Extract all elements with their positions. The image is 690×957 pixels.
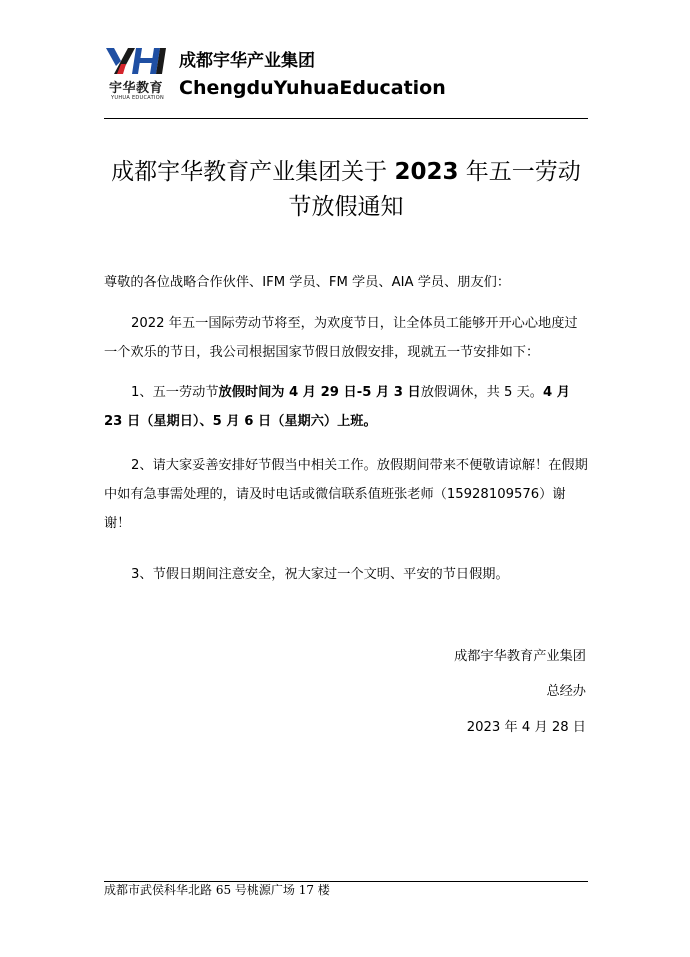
item-2: 2、请大家妥善安排好节假当中相关工作。放假期间带来不便敬请谅解！在假期中如有急事需处理的，请及时电话或微信联系值班张老师（15928109576）谢谢！ — [104, 458, 588, 531]
item1-mid: 放假调休，共 5 天。 — [420, 385, 543, 400]
greeting: 尊敬的各位战略合作伙伴、IFM 学员、FM 学员、AIA 学员、朋友们： — [104, 275, 511, 290]
item-3: 3、节假日期间注意安全，祝大家过一个文明、平安的节日假期。 — [131, 567, 509, 582]
title-part1: 成都宇华教育产业集团关于 — [111, 159, 395, 185]
item1-dates: 放假时间为 4 月 29 日-5 月 3 日 — [218, 385, 421, 400]
signature-date: 2023 年 4 月 28 日 — [466, 720, 586, 735]
letterhead — [104, 44, 588, 120]
logo-text-en: YUHUA EDUCATION — [111, 95, 165, 101]
signature-org: 成都宇华教育产业集团 — [454, 649, 586, 664]
yuhua-logo — [104, 44, 168, 104]
footer-address: 成都市武侯科华北路 65 号桃源广场 17 楼 — [104, 883, 330, 897]
header-divider — [104, 118, 588, 119]
item-1 — [104, 378, 588, 436]
notice-title — [104, 155, 588, 225]
item1-prefix: 1、五一劳动节 — [131, 385, 219, 400]
org-name-en: ChengduYuhuaEducation — [179, 77, 446, 99]
yh-logo-icon — [104, 44, 168, 78]
intro-paragraph: 2022 年五一国际劳动节将至，为欢度节日，让全体员工能够开开心心地度过一个欢乐的节日，我公司根据国家节假日放假安排，现就五一节安排如下： — [104, 316, 578, 360]
signature-dept: 总经办 — [546, 684, 586, 699]
item1-workdays: 4 月 23 日（星期日）、5 月 6 日（星期六）上班。 — [104, 385, 570, 429]
org-name-cn: 成都宇华产业集团 — [179, 51, 315, 71]
logo-text-cn: 宇华教育 — [109, 81, 164, 96]
title-part2: 年五一劳动节放假通知 — [288, 159, 581, 220]
title-year: 2023 — [394, 159, 459, 185]
